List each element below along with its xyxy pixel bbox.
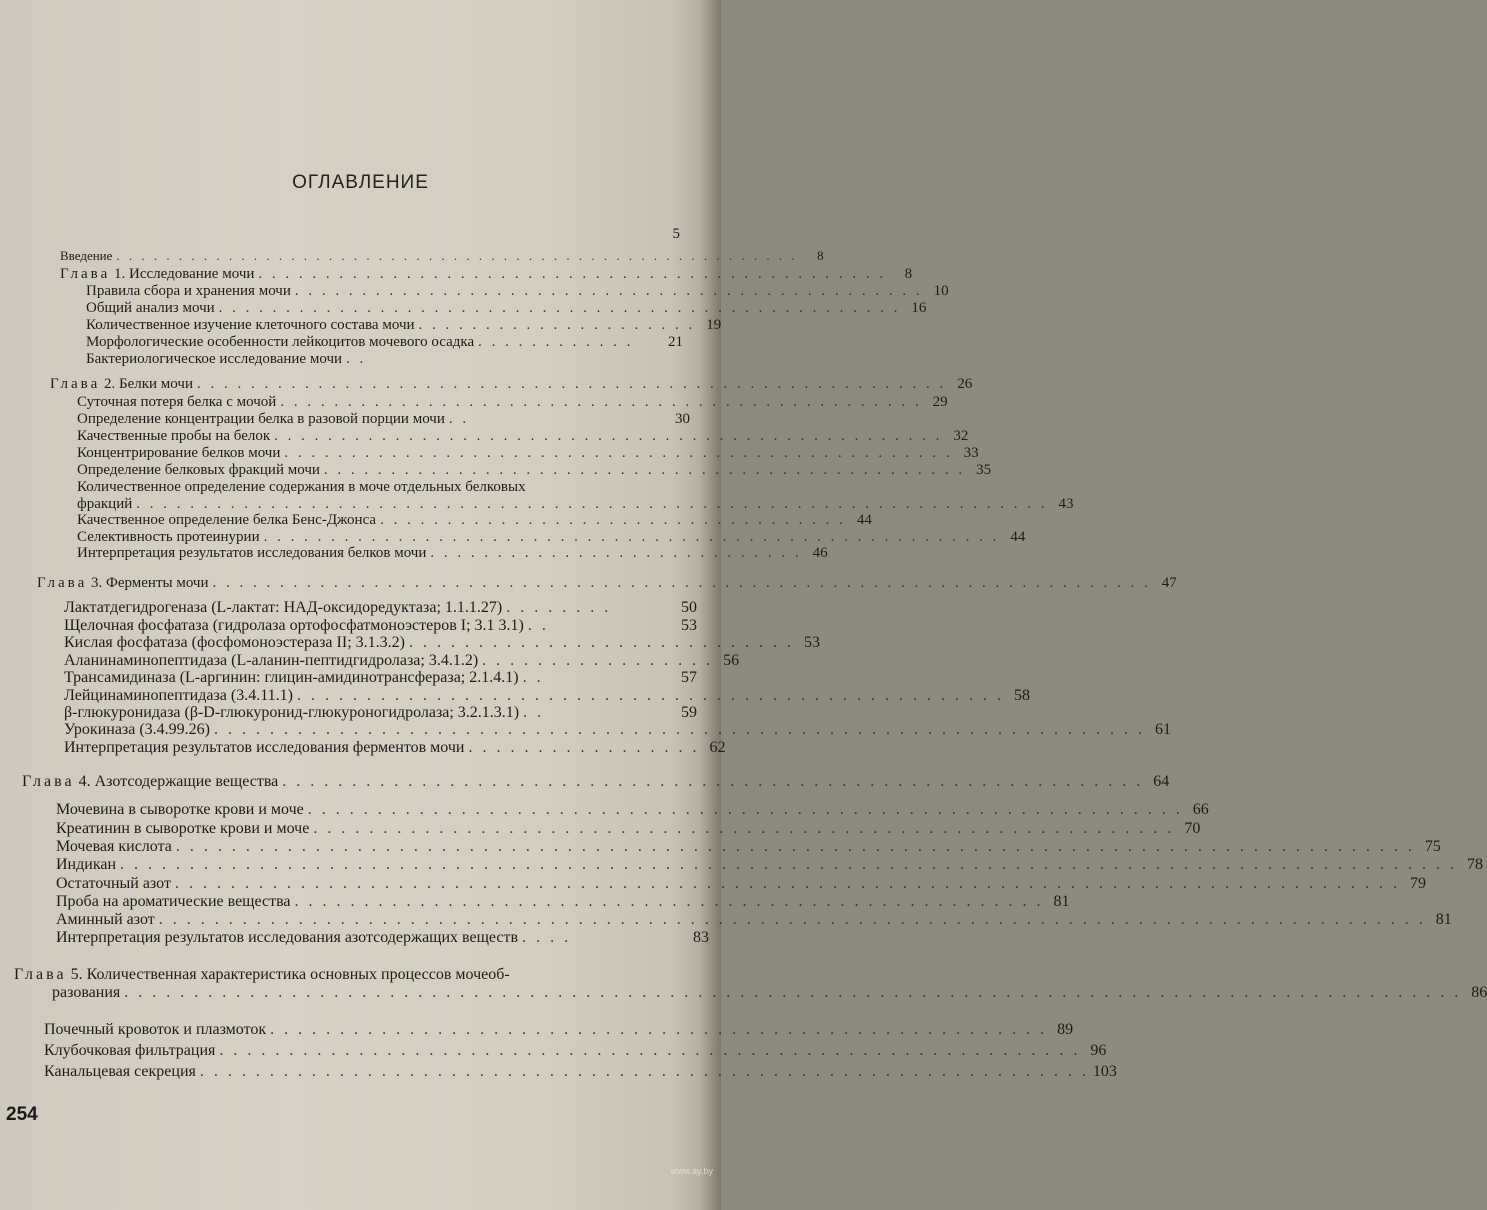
leader-dots: . . (527, 617, 549, 634)
toc-page: 64 (1153, 773, 1170, 790)
toc-entry: Индикан . . . . . . . . . . . . . . . . . . . . . . . . . . . . . . . . . . . . . . . . . . . . . . . . . . . . . . . . . . . . . . . . . . . . . . . . . . . . . . . . . . . . . . . . . . . . . . . . 78 (56, 856, 1484, 873)
toc-page: 62 (709, 739, 726, 756)
toc-page: 79 (1409, 875, 1426, 892)
toc-page: 44 (856, 512, 872, 528)
toc-entry: Лейцинаминопептидаза (3.4.11.1) . . . . . . . . . . . . . . . . . . . . . . . . . . . . . . . . . . . . . . . . . . . . . . . . . . . 58 (64, 687, 1030, 704)
toc-entry: Кислая фосфатаза (фосфомоноэстераза II; 3.1.3.2) . . . . . . . . . . . . . . . . . . . . . . . . . . . . 53 (64, 634, 820, 651)
leader-dots: . . . . . . . . . . . . . . . . . . . . . . . . . . . . . . . . . . . . . . . . . . . . . . . . . . . . . . . . (196, 376, 947, 392)
toc-page: 46 (812, 545, 828, 561)
toc-entry: Трансамидиназа (L-аргинин: глицин-амидинотрансфераза; 2.1.4.1) . . 57 (64, 669, 697, 686)
toc-chapter-heading: Глава 1. Исследование мочи . . . . . . . . . . . . . . . . . . . . . . . . . . . . . . . . . . . . . . . . . . . . . . . 8 (60, 266, 913, 282)
toc-page: 53 (803, 634, 820, 651)
toc-entry: Морфологические особенности лейкоцитов мочевого осадка . . . . . . . . . . . . 21 (86, 334, 683, 350)
leader-dots: . . . . . . . . . . . . . . . . . (468, 739, 700, 756)
leader-dots: . . . . . . . . . . . . (478, 334, 634, 350)
leader-dots: . . . . . . . . . . . . . . . . . . . . . . . . . . . . . . . . . . . . . . . . . . . . . . . . . . . . . . (294, 893, 1044, 910)
leader-dots: . . . . . . . . . . . . . . . . . . . . . . . . . . . . . . . . . . . . . . . . . . . . . . . . . . . . . . . . . . . . . . . . . . . . . . . . . . . . . . . . . . . . . . . . . (175, 838, 1415, 855)
page-number: 254 (6, 1104, 38, 1125)
toc-page: 66 (1192, 801, 1209, 818)
leader-dots: . . . . . . . . . . . . . . . . . . . . . . . . . . . . . . . . . . . . . . . . . . . . . . . . . . . . . . . . . . . . . . . . . . . . . . . . . . . . . . . . . . . . . . . . . . . (158, 911, 1426, 928)
toc-entry: Интерпретация результатов исследования азотсодержащих веществ . . . . 83 (56, 929, 709, 946)
toc-page: 53 (681, 617, 697, 634)
toc-entry: Аминный азот . . . . . . . . . . . . . . . . . . . . . . . . . . . . . . . . . . . . . . . . . . . . . . . . . . . . . . . . . . . . . . . . . . . . . . . . . . . . . . . . . . . . . . . . . . . 81 (56, 911, 1452, 928)
toc-entry: Интерпретация результатов исследования белков мочи . . . . . . . . . . . . . . . . . . . . . . . . . . . . 46 (77, 545, 828, 561)
toc-entry (60, 226, 680, 243)
leader-dots: . . . . . . . . . . . . . . . . . . . . . . . . . . . . . . . . . . . . . . . . . . . . . . . . . . . . . . . . (270, 1021, 1048, 1038)
leader-dots: . . . . . . . . . . . . . . . . . . . . . . . . . . . . . . . . . . . . . . . . . . . . . . . . (280, 394, 922, 410)
toc-entry: Суточная потеря белка с мочой . . . . . . . . . . . . . . . . . . . . . . . . . . . . . . . . . . . . . . . . . . . . . . . . 29 (77, 394, 948, 410)
toc-page: 44 (1010, 529, 1026, 545)
toc-entry: Урокиназа (3.4.99.26) . . . . . . . . . . . . . . . . . . . . . . . . . . . . . . . . . . . . . . . . . . . . . . . . . . . . . . . . . . . . . . . . . . . 61 (64, 721, 1171, 738)
leader-dots: . . . . . . . . . . . . . . . . . . . . . . . . . . . . . . . . . . . . . . . . . . . . . . . . . . . . . . . . . . . . . . . . (199, 1063, 1089, 1080)
leader-dots: . . . . . . . . . . . . . . . . . . . . . . . . . . . . . . . . . . . . . . . . . . . . . . . . . . . (218, 300, 901, 316)
toc-page: 103 (1092, 1063, 1117, 1080)
leader-dots: . . . . . . . . . . . . . . . . . . . . . . . . . . . . . . . . . . . . . . . . . . . . . . . . . . . . . . . . . . . . . . . . . . . . (136, 496, 1048, 512)
leader-dots: . . . . . . . . . . . . . . . . . . . . . . . . . . . . . . . . . . . . . . . . . . . . . . . . . . . . . . . . . . . . . . (313, 820, 1175, 837)
toc-entry: Определение белковых фракций мочи . . . . . . . . . . . . . . . . . . . . . . . . . . . . . . . . . . . . . . . . . . . . . . . . 35 (77, 462, 992, 478)
toc-chapter-heading: Глава 5. Количественная характеристика основных процессов мочеоб- (14, 966, 510, 983)
toc-page: 8 (817, 248, 824, 263)
leader-dots: . . . . . . . . . . . . . . . . . . . . . . . . . . . . . . . . . . . . . . . . . . . . . . . (258, 266, 887, 282)
toc-page: 19 (706, 317, 722, 333)
leader-dots: . . . . . . . . . . . . . . . . . . . . . . . . . . . . . . . . . . . . . . . . . . . . . . . . . . . . . . . (263, 529, 1000, 545)
leader-dots: . . . . . . . . . . . . . . . . . . . . . . . . . . . . . . . . . . . . . . . . . . . . . . . . . . (284, 445, 953, 461)
leader-dots: . . . . . . . . . . . . . . . . . . . . . (418, 317, 696, 333)
toc-entry: Качественные пробы на белок . . . . . . . . . . . . . . . . . . . . . . . . . . . . . . . . . . . . . . . . . . . . . . . . . . 32 (77, 428, 969, 444)
leader-dots: . . . . . . . . . . . . . . . . . . . . . . . . . . . . (430, 545, 802, 561)
toc-chapter-heading: Глава 2. Белки мочи . . . . . . . . . . . . . . . . . . . . . . . . . . . . . . . . . . . . . . . . . . . . . . . . . . . . . . . . 26 (50, 376, 973, 392)
toc-page: 26 (957, 376, 973, 392)
toc-page: 33 (963, 445, 979, 461)
toc-entry: Качественное определение белка Бенс-Джонса . . . . . . . . . . . . . . . . . . . . . . . . . . . . . . . . . . . 44 (77, 512, 872, 528)
leader-dots: . . . . . . . . . . . . . . . . . (482, 652, 714, 669)
leader-dots: . . (523, 704, 545, 721)
toc-entry: Количественное определение содержания в моче отдельных белковых (77, 479, 526, 495)
toc-entry: Правила сбора и хранения мочи . . . . . . . . . . . . . . . . . . . . . . . . . . . . . . . . . . . . . . . . . . . . . . . 10 (86, 283, 949, 299)
toc-entry: Мочевина в сыворотке крови и моче . . . . . . . . . . . . . . . . . . . . . . . . . . . . . . . . . . . . . . . . . . . . . . . . . . . . . . . . . . . . . . . 66 (56, 801, 1209, 818)
leader-dots: . . . . . . . . . . . . . . . . . . . . . . . . . . . . . . . . . . . . . . . . . . . . . . . . . . . (296, 687, 1004, 704)
page-title: ОГЛАВЛЕНИЕ (292, 172, 429, 193)
leader-dots: . . . . . . . . . . . . . . . . . . . . . . . . . . . . . . . . . . . . . . . . . . . . . . . . . . . . . . . . . . . . . . . (307, 801, 1183, 818)
toc-page: 83 (693, 929, 709, 946)
toc-entry: Проба на ароматические вещества . . . . . . . . . . . . . . . . . . . . . . . . . . . . . . . . . . . . . . . . . . . . . . . . . . . . . . 81 (56, 893, 1070, 910)
toc-entry: Концентрирование белков мочи . . . . . . . . . . . . . . . . . . . . . . . . . . . . . . . . . . . . . . . . . . . . . . . . . . 33 (77, 445, 979, 461)
leader-dots: . . . . . . . . . . . . . . . . . . . . . . . . . . . . . . . . . . . . . . . . . . . . . . . . (323, 462, 966, 478)
leader-dots: . . . . . . . . . . . . . . . . . . . . . . . . . . . . . . . . . . . . . . . . . . . . . . . . . . . . . . . . . . . . . . (219, 1042, 1081, 1059)
toc-page: 16 (911, 300, 927, 316)
toc-entry: Клубочковая фильтрация . . . . . . . . . . . . . . . . . . . . . . . . . . . . . . . . . . . . . . . . . . . . . . . . . . . . . . . . . . . . . . 96 (44, 1042, 1107, 1059)
toc-page: 10 (933, 283, 949, 299)
toc-entry: Почечный кровоток и плазмоток . . . . . . . . . . . . . . . . . . . . . . . . . . . . . . . . . . . . . . . . . . . . . . . . . . . . . . . . 89 (44, 1021, 1074, 1038)
toc-page: 5 (672, 226, 680, 242)
toc-entry: Лактатдегидрогеназа (L-лактат: НАД-оксидоредуктаза; 1.1.1.27) . . . . . . . . 50 (64, 599, 697, 616)
toc-entry: Остаточный азот . . . . . . . . . . . . . . . . . . . . . . . . . . . . . . . . . . . . . . . . . . . . . . . . . . . . . . . . . . . . . . . . . . . . . . . . . . . . . . . . . . . . . . . . 79 (56, 875, 1426, 892)
toc-page: 43 (1058, 496, 1074, 512)
toc-chapter-heading: Глава 4. Азотсодержащие вещества . . . . . . . . . . . . . . . . . . . . . . . . . . . . . . . . . . . . . . . . . . . . . . . . . . . . . . . . . . . . . . 64 (22, 773, 1170, 790)
watermark: www.ay.by (670, 1166, 713, 1176)
leader-dots: . . . . . . . . . . . . . . . . . . . . . . . . . . . . . . . . . . . . . . . . . . . . . . . . . . . . . . . (116, 248, 798, 263)
leader-dots: . . (346, 351, 367, 367)
toc-entry: Определение концентрации белка в разовой порции мочи . . 30 (77, 411, 690, 427)
toc-page: 89 (1057, 1021, 1074, 1038)
leader-dots: . . . . . . . . . . . . . . . . . . . . . . . . . . . . . . . . . . . . . . . . . . . . . . . . . . . . . . . . . . . . . . . . . . . . . . . . . . . . . . . . . . . . . . . . . . . . . . . . (124, 984, 1462, 1001)
toc-entry: Общий анализ мочи . . . . . . . . . . . . . . . . . . . . . . . . . . . . . . . . . . . . . . . . . . . . . . . . . . . 16 (86, 300, 927, 316)
toc-entry: Интерпретация результатов исследования ферментов мочи . . . . . . . . . . . . . . . . . 62 (64, 739, 726, 756)
leader-dots: . . . . . . . . . . . . . . . . . . . . . . . . . . . . . . . . . . . (380, 512, 846, 528)
toc-page: 59 (681, 704, 697, 721)
toc-page: 81 (1435, 911, 1452, 928)
toc-page: 29 (932, 394, 948, 410)
leader-dots: . . . . . . . . (506, 599, 612, 616)
leader-dots: . . . . . . . . . . . . . . . . . . . . . . . . . . . . . . . . . . . . . . . . . . . . . . . . . . (274, 428, 943, 444)
leader-dots: . . . . . . . . . . . . . . . . . . . . . . . . . . . . . . . . . . . . . . . . . . . . . . . . . . . . . . . . . . . . . . . . . . . (214, 721, 1145, 738)
toc-page: 56 (723, 652, 740, 669)
toc-entry: β-глюкуронидаза (β-D-глюкуронид-глюкуроногидролаза; 3.2.1.3.1) . . 59 (64, 704, 697, 721)
toc-page: 50 (681, 599, 697, 616)
toc-page: 61 (1155, 721, 1171, 738)
toc-page: 86 (1471, 984, 1487, 1001)
leader-dots: . . . . . . . . . . . . . . . . . . . . . . . . . . . . . . . . . . . . . . . . . . . . . . . . . . . . . . . . . . . . . . . . . . . . . . . . . . . . . . . . . . . . . . . . (174, 875, 1400, 892)
toc-page: 30 (675, 411, 690, 427)
toc-page: 78 (1467, 856, 1484, 873)
toc-entry: Креатинин в сыворотке крови и моче . . . . . . . . . . . . . . . . . . . . . . . . . . . . . . . . . . . . . . . . . . . . . . . . . . . . . . . . . . . . . . 70 (56, 820, 1201, 837)
toc-page: 75 (1424, 838, 1441, 855)
leader-dots: . . (448, 411, 470, 427)
toc-entry: Бактериологическое исследование мочи . . (86, 351, 683, 368)
leader-dots: . . . . . . . . . . . . . . . . . . . . . . . . . . . . . . . . . . . . . . . . . . . . . . . . . . . . . . . . . . . . . . . . . . . . . . . . . . . . . . . . . . . . . . . . . . . . . . . . (120, 856, 1458, 873)
toc-page: 96 (1090, 1042, 1107, 1059)
leader-dots: . . . . . . . . . . . . . . . . . . . . . . . . . . . . . . . . . . . . . . . . . . . . . . . (294, 283, 923, 299)
toc-page: 70 (1184, 820, 1201, 837)
toc-entry: Количественное изучение клеточного состава мочи . . . . . . . . . . . . . . . . . . . . . 19 (86, 317, 722, 333)
leader-dots: . . . . . . . . . . . . . . . . . . . . . . . . . . . . . . . . . . . . . . . . . . . . . . . . . . . . . . . . . . . . . . (282, 773, 1144, 790)
toc-page: 81 (1053, 893, 1070, 910)
leader-dots: . . . . . . . . . . . . . . . . . . . . . . . . . . . . . . . . . . . . . . . . . . . . . . . . . . . . . . . . . . . . . . . . . . . . . . (212, 575, 1151, 591)
toc-page: 35 (976, 462, 992, 478)
leader-dots: . . . . (522, 929, 572, 946)
toc-entry: Селективность протеинурии . . . . . . . . . . . . . . . . . . . . . . . . . . . . . . . . . . . . . . . . . . . . . . . . . . . . . . . 44 (77, 529, 1026, 545)
leader-dots: . . . . . . . . . . . . . . . . . . . . . . . . . . . . (408, 634, 794, 651)
toc-entry: фракций . . . . . . . . . . . . . . . . . . . . . . . . . . . . . . . . . . . . . . . . . . . . . . . . . . . . . . . . . . . . . . . . . . . . 43 (77, 496, 1074, 512)
toc-page: 47 (1161, 575, 1177, 591)
toc-page: 21 (668, 334, 683, 350)
toc-page: 8 (904, 266, 913, 282)
leader-dots: . . (522, 669, 544, 686)
toc-entry: Мочевая кислота . . . . . . . . . . . . . . . . . . . . . . . . . . . . . . . . . . . . . . . . . . . . . . . . . . . . . . . . . . . . . . . . . . . . . . . . . . . . . . . . . . . . . . . . . 75 (56, 838, 1441, 855)
toc-page: 32 (953, 428, 969, 444)
toc-entry: разования . . . . . . . . . . . . . . . . . . . . . . . . . . . . . . . . . . . . . . . . . . . . . . . . . . . . . . . . . . . . . . . . . . . . . . . . . . . . . . . . . . . . . . . . . . . . . . . . 86 (52, 984, 1487, 1001)
toc-entry: Аланинаминопептидаза (L-аланин-пептидгидролаза; 3.4.1.2) . . . . . . . . . . . . . . . . . 56 (64, 652, 740, 669)
toc-entry: Канальцевая секреция . . . . . . . . . . . . . . . . . . . . . . . . . . . . . . . . . . . . . . . . . . . . . . . . . . . . . . . . . . . . . . . . 103 (44, 1063, 1117, 1080)
toc-entry: Щелочная фосфатаза (гидролаза ортофосфатмоноэстеров I; 3.1 3.1) . . 53 (64, 617, 697, 634)
toc-page: 58 (1013, 687, 1030, 704)
toc-chapter-heading: Глава 3. Ферменты мочи . . . . . . . . . . . . . . . . . . . . . . . . . . . . . . . . . . . . . . . . . . . . . . . . . . . . . . . . . . . . . . . . . . . . . . 47 (37, 575, 1177, 591)
toc-entry: Введение . . . . . . . . . . . . . . . . . . . . . . . . . . . . . . . . . . . . . . . . . . . . . . . . . . . . . . . 8 (60, 248, 824, 263)
toc-page: 57 (681, 669, 697, 686)
